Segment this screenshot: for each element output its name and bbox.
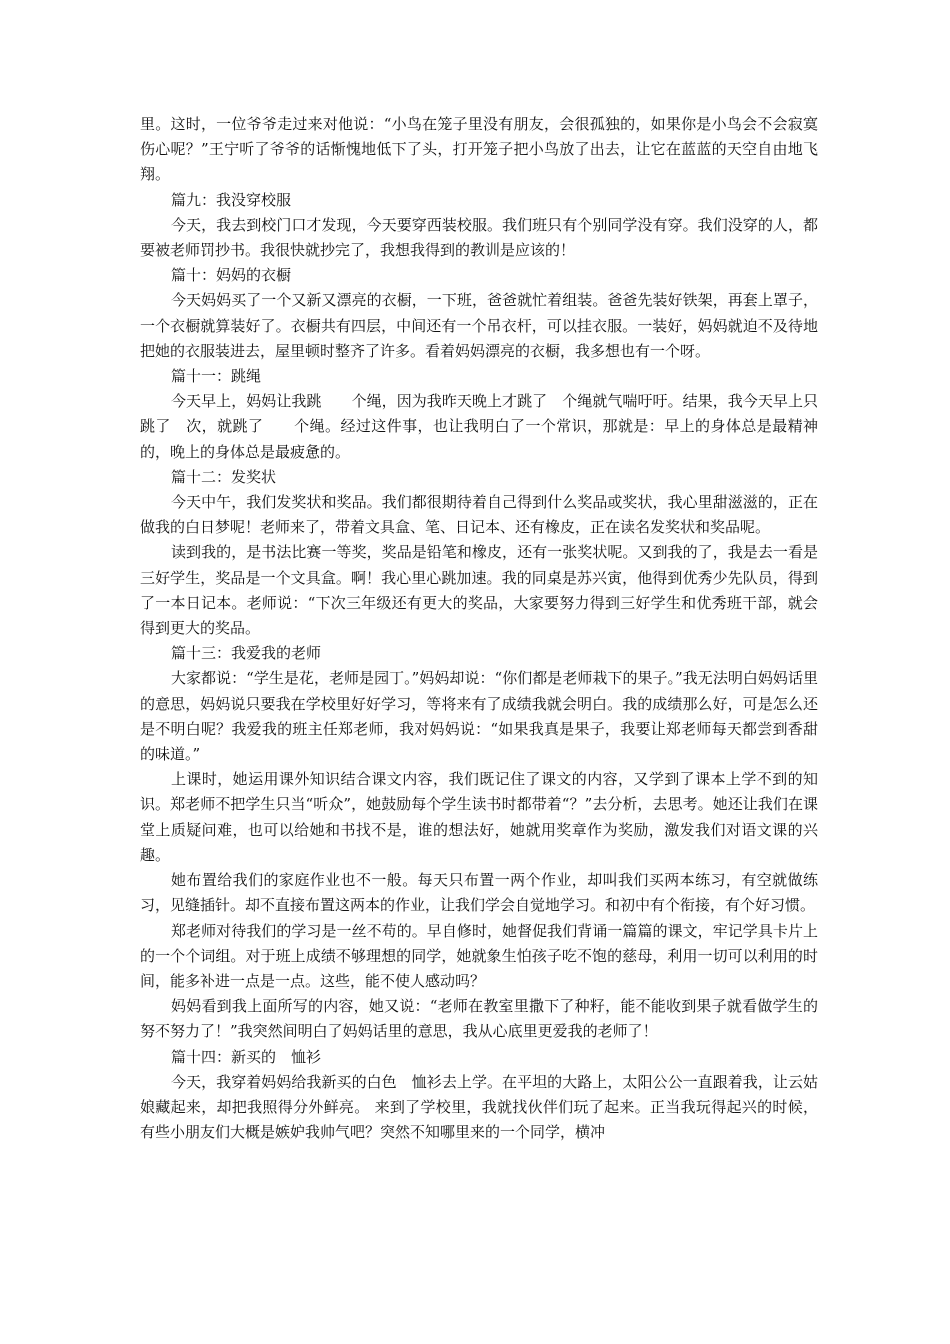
section-heading-14: 篇十四：新买的 恤衫 bbox=[171, 1047, 322, 1066]
section-heading-9: 篇九：我没穿校服 bbox=[171, 190, 292, 209]
section-heading-11: 篇十一：跳绳 bbox=[171, 367, 262, 386]
section-heading-12: 篇十二：发奖状 bbox=[171, 467, 277, 486]
paragraph: 读到我的，是书法比赛一等奖，奖品是铅笔和橡皮，还有一张奖状呢。又到我的了，我是去一看是三好学生，奖品是一个文具盒。啊！我心里心跳加速。我的同桌是苏兴寅，他得到优秀少先队员，得到了一本日记本。老师说：“下次三年级还有更大的奖品，大家要努力得到三好学生和优秀班干部，就会得到更大的奖品。 bbox=[140, 543, 818, 638]
paragraph: 今天妈妈买了一个又新又漂亮的衣橱，一下班，爸爸就忙着组装。爸爸先装好铁架，再套上罩子，一个衣橱就算装好了。衣橱共有四层，中间还有一个吊衣杆，可以挂衣服。一装好，妈妈就迫不及待地把她的衣服装进去，屋里顿时整齐了许多。看着妈妈漂亮的衣橱，我多想也有一个呀。 bbox=[140, 291, 818, 360]
paragraph: 上课时，她运用课外知识结合课文内容，我们既记住了课文的内容，又学到了课本上学不到的知识。郑老师不把学生只当“听众”，她鼓励每个学生读书时都带着“？”去分析，去思考。她还让我们在课堂上质疑问难，也可以给她和书找不是，谁的想法好，她就用奖章作为奖励，激发我们对语文课的兴趣。 bbox=[140, 770, 818, 864]
section-heading-13: 篇十三：我爱我的老师 bbox=[171, 644, 322, 663]
document-page bbox=[140, 112, 818, 1145]
paragraph: 妈妈看到我上面所写的内容，她又说：“老师在教室里撒下了种籽，能不能收到果子就看做学生的努不努力了！”我突然间明白了妈妈话里的意思，我从心底里更爱我的老师了！ bbox=[140, 997, 818, 1041]
paragraph: 今天，我去到校门口才发现，今天要穿西装校服。我们班只有个别同学没有穿。我们没穿的人，都要被老师罚抄书。我很快就抄完了，我想我得到的教训是应该的！ bbox=[140, 215, 818, 260]
paragraph: 今天早上，妈妈让我跳 个绳，因为我昨天晚上才跳了 个绳就气喘吁吁。结果，我今天早上只跳了 次，就跳了 个绳。经过这件事，也让我明白了一个常识，那就是：早上的身体总是最精神的，晚上的身体总是最疲惫的。 bbox=[140, 392, 818, 461]
paragraph: 今天，我穿着妈妈给我新买的白色 恤衫去上学。在平坦的大路上，太阳公公一直跟着我，让云姑娘藏起来，却把我照得分外鲜亮。 来到了学校里，我就找伙伴们玩了起来。正当我玩得起兴的时候，有些小朋友们大概是嫉妒我帅气吧？突然不知哪里来的一个同学，横冲 bbox=[140, 1072, 818, 1142]
section-heading-10: 篇十：妈妈的衣橱 bbox=[171, 266, 292, 285]
paragraph: 她布置给我们的家庭作业也不一般。每天只布置一两个作业，却叫我们买两本练习，有空就做练习，见缝插针。却不直接布置这两本的作业，让我们学会自觉地学习。和初中有个衔接，有个好习惯。 bbox=[140, 871, 818, 915]
paragraph-continuation: 里。这时，一位爷爷走过来对他说：“小鸟在笼子里没有朋友，会很孤独的，如果你是小鸟会不会寂寞伤心呢？”王宁听了爷爷的话惭愧地低下了头，打开笼子把小鸟放了出去，让它在蓝蓝的天空自由地飞翔。 bbox=[140, 115, 818, 184]
paragraph: 大家都说：“学生是花，老师是园丁。”妈妈却说：“你们都是老师栽下的果子。”我无法明白妈妈话里的意思，妈妈说只要我在学校里好好学习，等将来有了成绩我就会明白。我的成绩那么好，可是怎么还是不明白呢？我爱我的班主任郑老师，我对妈妈说：“如果我真是果子，我要让郑老师每天都尝到香甜的味道。” bbox=[140, 669, 818, 764]
paragraph: 郑老师对待我们的学习是一丝不苟的。早自修时，她督促我们背诵一篇篇的课文，牢记学具卡片上的一个个词组。对于班上成绩不够理想的同学，她就象生怕孩子吃不饱的慈母，利用一切可以利用的时间，能多补进一点是一点。这些，能不使人感动吗？ bbox=[140, 921, 818, 990]
paragraph: 今天中午，我们发奖状和奖品。我们都很期待着自己得到什么奖品或奖状，我心里甜滋滋的，正在做我的白日梦呢！老师来了，带着文具盒、笔、日记本、还有橡皮，正在读名发奖状和奖品呢。 bbox=[140, 493, 818, 537]
